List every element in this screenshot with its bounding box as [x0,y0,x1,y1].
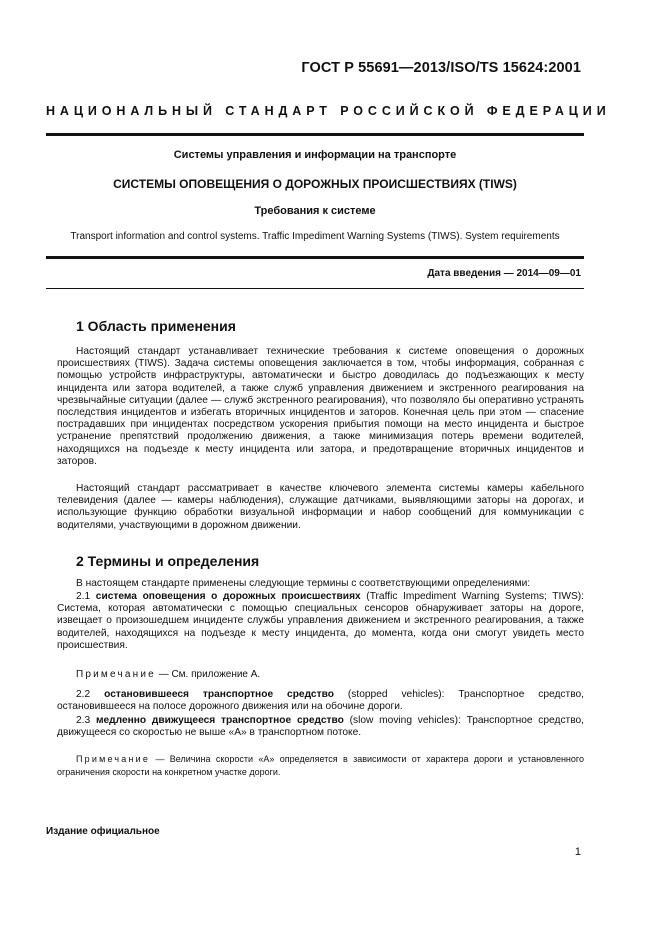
section1-heading: 1 Область применения [76,318,236,334]
top-rule [46,133,584,136]
title-sub: Требования к системе [254,205,376,217]
term-definition: (slow moving vehicles): Транспортное средство, движущееся со скоростью не выше «А» в транспортном потоке. [57,715,584,739]
national-standard-banner: НАЦИОНАЛЬНЫЙ СТАНДАРТ РОССИЙСКОЙ ФЕДЕРАЦИИ [46,104,611,118]
term-name: остановившееся транспортное средство [104,689,334,700]
title-main: СИСТЕМЫ ОПОВЕЩЕНИЯ О ДОРОЖНЫХ ПРОИСШЕСТВИЯХ (TIWS) [113,177,517,191]
section1-paragraph-2: Настоящий стандарт рассматривает в качестве ключевого элемента системы камеры кабельного телевидения (далее — камеры наблюдения), служащие датчиками, выявляющими заторы на дорогах, и использующие функцию обработки визуальной информации и набор сообщений для коммуникации с водителями, участвующими в дорожном движении. [57,483,584,531]
official-edition-label: Издание официальное [46,826,160,837]
term-definition: (Traffic Impediment Warning Systems; TIWS): Система, которая автоматически с помощью специальных сенсоров обнаруживает заторы на дороге, извещает о произошедшем инциденте службы управления движением и экстренного реагирования, а также водителей, находящихся на подъезде к месту инцидента, до момента, когда они смогут увидеть место происшествия. [57,591,584,651]
date-rule [46,288,584,289]
term-number: 2.3 [76,715,91,726]
term-number: 2.1 [76,591,91,602]
note-1 [76,669,260,680]
title-english: Transport information and control systems. Traffic Impediment Warning Systems (TIWS). System requirements [70,231,560,242]
page-number: 1 [574,846,581,858]
section1-paragraph-1: Настоящий стандарт устанавливает технические требования к системе оповещения о дорожных происшествиях (TIWS). Задача системы оповещения заключается в том, чтобы информация, собранная с помощью устройств инфраструктуры, автоматически и быстро доводилась до подъезжающих к месту инцидента или затора водителей, а также служб управления движением и экстренного реагирования на чрезвычайные ситуации (далее — служб экстренного реагирования), что позволяло бы оперативно устранять последствия инцидентов и избегать вторичных инцидентов и заторов. Конечная цель при этом — спасение пострадавших при инцидентах посредством ускорения прибытия помощи на место инцидента и быстрое устранение препятствий продолжению движения, а также минимизация потерь времени водителей, находящихся на подъезде к месту инцидента или затора, и предотвращение вторичных инцидентов и заторов. [57,346,584,467]
term-2-1 [57,591,584,652]
term-2-2 [57,689,584,713]
note-label: Примечание [76,669,156,680]
note-2 [57,753,584,779]
note-text: — Величина скорости «А» определяется в зависимости от характера дороги и установленного ограничения скорости на конкретном участке дороги. [57,754,584,777]
title-bottom-rule [46,256,584,259]
note-label: Примечание [76,754,151,764]
section2-heading: 2 Термины и определения [76,553,260,569]
note-text: — См. приложение А. [158,669,261,680]
title-category: Системы управления и информации на транспорте [173,149,457,161]
standard-code: ГОСТ Р 55691—2013/ISO/TS 15624:2001 [301,60,581,76]
term-name: система оповещения о дорожных происшествиях [95,591,361,602]
term-name: медленно движущееся транспортное средство [95,715,344,726]
term-definition: (stopped vehicles): Транспортное средство, остановившееся на полосе дорожного движения или на обочине дороги. [57,689,584,713]
term-number: 2.2 [76,689,91,700]
date-introduction: Дата введения — 2014—09—01 [427,268,581,279]
term-2-3 [57,715,584,739]
section2-intro: В настоящем стандарте применены следующие термины с соответствующими определениями: [76,578,531,589]
